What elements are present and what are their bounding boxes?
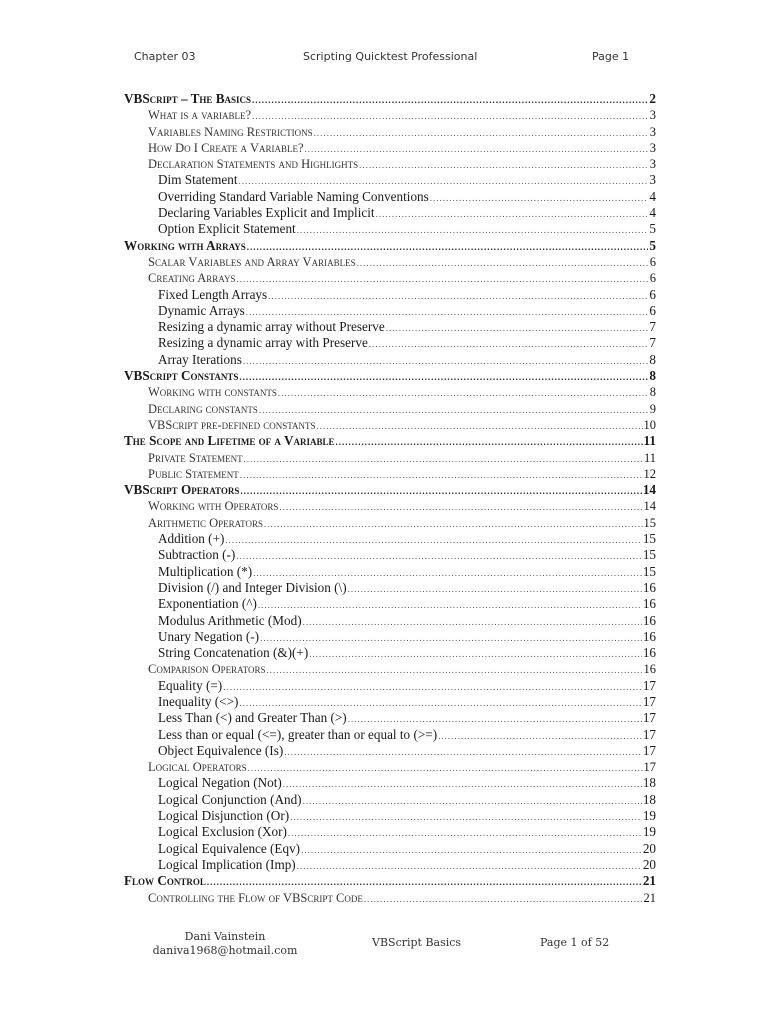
toc-entry[interactable] xyxy=(124,890,656,906)
toc-entry-page: 8 xyxy=(649,385,656,400)
dot-leader xyxy=(238,172,648,188)
toc-entry[interactable] xyxy=(124,482,656,498)
dot-leader xyxy=(369,335,649,351)
toc-entry-page: 10 xyxy=(643,417,656,432)
toc-entry-page: 19 xyxy=(642,824,656,840)
dot-leader xyxy=(223,678,642,694)
toc-entry-title: Working with Arrays xyxy=(124,237,246,253)
dot-leader xyxy=(317,417,643,433)
dot-leader xyxy=(386,319,649,335)
chapter-label: Chapter 03 xyxy=(134,50,196,63)
toc-entry-page: 15 xyxy=(642,547,656,563)
toc-entry[interactable] xyxy=(124,596,656,612)
toc-entry[interactable] xyxy=(124,107,656,123)
toc-entry[interactable] xyxy=(124,547,656,563)
toc-entry[interactable] xyxy=(124,564,656,580)
toc-entry-title: Public Statement xyxy=(148,466,239,481)
dot-leader xyxy=(225,531,641,547)
toc-entry[interactable] xyxy=(124,661,656,677)
footer-document-title: VBScript Basics xyxy=(372,936,462,949)
toc-entry-page: 14 xyxy=(643,499,656,514)
toc-entry-title: Object Equivalence (Is) xyxy=(158,742,284,758)
toc-entry-title: Exponentiation (^) xyxy=(158,596,257,612)
footer-page-count: Page 1 of 52 xyxy=(540,936,610,949)
toc-entry[interactable] xyxy=(124,792,656,808)
toc-entry-title: Fixed Length Arrays xyxy=(158,286,268,302)
toc-entry[interactable] xyxy=(124,743,656,759)
dot-leader xyxy=(243,352,649,368)
toc-entry-page: 21 xyxy=(643,890,656,905)
dot-leader xyxy=(305,140,649,156)
toc-entry-page: 9 xyxy=(649,401,656,416)
toc-entry[interactable] xyxy=(124,172,656,188)
dot-leader xyxy=(359,156,649,172)
dot-leader xyxy=(239,694,641,710)
toc-entry-title: Less Than (<) and Greater Than (>) xyxy=(158,710,347,726)
dot-leader xyxy=(264,515,642,531)
toc-entry-title: Controlling the Flow of VBScript Code xyxy=(148,890,363,905)
toc-entry[interactable] xyxy=(124,205,656,221)
toc-entry-page: 15 xyxy=(642,531,656,547)
toc-entry-title: Inequality (<>) xyxy=(158,693,239,709)
toc-entry-page: 17 xyxy=(642,677,656,693)
table-of-contents xyxy=(124,91,656,906)
toc-entry-title: Dynamic Arrays xyxy=(158,302,245,318)
toc-entry-title: Unary Negation (-) xyxy=(158,628,260,644)
toc-entry[interactable] xyxy=(124,515,656,531)
toc-entry[interactable] xyxy=(124,417,656,433)
toc-entry[interactable] xyxy=(124,531,656,547)
toc-entry[interactable] xyxy=(124,433,656,449)
toc-entry-title: Multiplication (*) xyxy=(158,563,253,579)
dot-leader xyxy=(438,727,642,743)
toc-entry-page: 6 xyxy=(649,271,656,286)
dot-leader xyxy=(283,775,642,791)
book-title: Scripting Quicktest Professional xyxy=(303,50,478,63)
toc-entry-page: 17 xyxy=(642,742,656,758)
toc-entry[interactable] xyxy=(124,221,656,237)
toc-entry-title: Array Iterations xyxy=(158,351,242,367)
toc-entry[interactable] xyxy=(124,270,656,286)
toc-entry-title: VBScript Operators xyxy=(124,482,240,498)
dot-leader xyxy=(303,792,642,808)
toc-entry[interactable] xyxy=(124,384,656,400)
dot-leader xyxy=(207,873,642,889)
dot-leader xyxy=(268,287,648,303)
toc-entry-title: Arithmetic Operators xyxy=(148,515,264,530)
toc-entry-page: 3 xyxy=(649,140,656,155)
toc-entry-page: 7 xyxy=(649,335,656,351)
toc-entry-page: 16 xyxy=(642,628,656,644)
toc-entry[interactable] xyxy=(124,335,656,351)
toc-entry[interactable] xyxy=(124,710,656,726)
toc-entry-title: The Scope and Lifetime of a Variable xyxy=(124,433,335,449)
toc-entry-title: Overriding Standard Variable Naming Conventions xyxy=(158,188,429,204)
toc-entry-title: Resizing a dynamic array with Preserve xyxy=(158,335,368,351)
toc-entry-page: 3 xyxy=(649,108,656,123)
toc-entry-title: VBScript pre-defined constants xyxy=(148,417,316,432)
toc-entry-title: Logical Negation (Not) xyxy=(158,775,282,791)
toc-entry[interactable] xyxy=(124,498,656,514)
toc-entry-title: Private Statement xyxy=(148,450,243,465)
dot-leader xyxy=(252,107,649,123)
page-footer xyxy=(0,930,768,970)
dot-leader xyxy=(297,857,642,873)
toc-entry-page: 18 xyxy=(642,775,656,791)
toc-entry-page: 5 xyxy=(649,237,656,253)
toc-entry-title: Creating Arrays xyxy=(148,271,236,286)
toc-entry-page: 7 xyxy=(649,319,656,335)
toc-entry[interactable] xyxy=(124,857,656,873)
dot-leader xyxy=(288,824,642,840)
toc-entry[interactable] xyxy=(124,775,656,791)
toc-entry-title: Working with constants xyxy=(148,385,277,400)
toc-entry-page: 14 xyxy=(642,482,656,498)
toc-entry[interactable] xyxy=(124,352,656,368)
toc-entry[interactable] xyxy=(124,254,656,270)
toc-entry-page: 16 xyxy=(642,579,656,595)
dot-leader xyxy=(357,254,649,270)
toc-entry[interactable] xyxy=(124,238,656,254)
toc-entry-page: 16 xyxy=(643,662,656,677)
toc-entry[interactable] xyxy=(124,824,656,840)
dot-leader xyxy=(246,303,649,319)
toc-entry[interactable] xyxy=(124,156,656,172)
toc-entry-page: 17 xyxy=(643,760,656,775)
toc-entry-title: Working with Operators xyxy=(148,499,279,514)
toc-entry-page: 8 xyxy=(649,351,656,367)
toc-entry[interactable] xyxy=(124,189,656,205)
toc-entry-title: Modulus Arithmetic (Mod) xyxy=(158,612,302,628)
toc-entry-page: 17 xyxy=(642,726,656,742)
toc-entry-page: 18 xyxy=(642,791,656,807)
toc-entry-title: VBScript Constants xyxy=(124,368,239,384)
toc-entry-title: How Do I Create a Variable? xyxy=(148,140,304,155)
toc-entry-title: Less than or equal (<=), greater than or equal to (>=) xyxy=(158,726,438,742)
dot-leader xyxy=(430,189,649,205)
toc-entry[interactable] xyxy=(124,140,656,156)
toc-entry[interactable] xyxy=(124,808,656,824)
toc-entry-title: Declaration Statements and Highlights xyxy=(148,157,359,172)
toc-entry-title: Addition (+) xyxy=(158,531,225,547)
toc-entry-page: 6 xyxy=(649,254,656,269)
dot-leader xyxy=(309,645,642,661)
dot-leader xyxy=(278,384,649,400)
toc-entry[interactable] xyxy=(124,124,656,140)
toc-entry-page: 11 xyxy=(643,450,656,465)
dot-leader xyxy=(240,466,643,482)
toc-entry[interactable] xyxy=(124,678,656,694)
toc-entry-page: 15 xyxy=(643,515,656,530)
toc-entry[interactable] xyxy=(124,319,656,335)
toc-entry-page: 12 xyxy=(643,466,656,481)
dot-leader xyxy=(239,368,648,384)
toc-entry-page: 3 xyxy=(649,172,656,188)
dot-leader xyxy=(314,124,649,140)
toc-entry[interactable] xyxy=(124,629,656,645)
toc-entry-title: Declaring Variables Explicit and Implicit xyxy=(158,205,375,221)
toc-entry-title: Logical Equivalence (Eqv) xyxy=(158,840,301,856)
dot-leader xyxy=(297,221,649,237)
toc-entry-page: 6 xyxy=(649,286,656,302)
dot-leader xyxy=(279,498,642,514)
toc-entry-title: Logical Disjunction (Or) xyxy=(158,808,290,824)
page-header xyxy=(0,50,768,66)
dot-leader xyxy=(260,629,642,645)
dot-leader xyxy=(236,270,648,286)
toc-entry[interactable] xyxy=(124,303,656,319)
header-page-number: Page 1 xyxy=(592,50,630,63)
toc-entry[interactable] xyxy=(124,450,656,466)
dot-leader xyxy=(236,547,642,563)
toc-entry-page: 4 xyxy=(649,188,656,204)
dot-leader xyxy=(336,433,643,449)
dot-leader xyxy=(267,661,643,677)
dot-leader xyxy=(244,450,643,466)
toc-entry-title: VBScript – The Basics xyxy=(124,91,252,106)
toc-entry-title: What is a variable? xyxy=(148,108,252,123)
toc-entry-title: Division (/) and Integer Division (\) xyxy=(158,579,347,595)
toc-entry-page: 15 xyxy=(642,563,656,579)
dot-leader xyxy=(290,808,642,824)
toc-entry-title: Logical Operators xyxy=(148,760,247,775)
toc-entry[interactable] xyxy=(124,694,656,710)
toc-entry[interactable] xyxy=(124,613,656,629)
toc-entry-page: 6 xyxy=(649,302,656,318)
toc-entry[interactable] xyxy=(124,841,656,857)
toc-entry-title: String Concatenation (&)(+) xyxy=(158,645,309,661)
dot-leader xyxy=(252,91,648,107)
toc-entry-title: Equality (=) xyxy=(158,677,223,693)
toc-entry[interactable] xyxy=(124,401,656,417)
toc-entry-page: 20 xyxy=(642,856,656,872)
dot-leader xyxy=(284,743,642,759)
toc-entry-page: 11 xyxy=(643,433,656,449)
toc-entry-page: 20 xyxy=(642,840,656,856)
toc-entry[interactable] xyxy=(124,368,656,384)
toc-entry-title: Subtraction (-) xyxy=(158,547,236,563)
toc-entry-title: Option Explicit Statement xyxy=(158,221,296,237)
toc-entry-page: 21 xyxy=(642,873,656,889)
footer-author-block xyxy=(145,930,305,958)
toc-entry[interactable] xyxy=(124,759,656,775)
toc-entry-title: Logical Exclusion (Xor) xyxy=(158,824,287,840)
toc-entry-title: Variables Naming Restrictions xyxy=(148,124,313,139)
toc-entry-title: Scalar Variables and Array Variables xyxy=(148,254,356,269)
toc-entry[interactable] xyxy=(124,873,656,889)
toc-entry-title: Logical Conjunction (And) xyxy=(158,791,302,807)
toc-entry-title: Comparison Operators xyxy=(148,662,266,677)
footer-email: daniva1968@hotmail.com xyxy=(152,944,298,957)
dot-leader xyxy=(376,205,649,221)
toc-entry-page: 16 xyxy=(642,612,656,628)
toc-entry[interactable] xyxy=(124,580,656,596)
toc-entry-page: 16 xyxy=(642,645,656,661)
dot-leader xyxy=(253,564,642,580)
toc-entry[interactable] xyxy=(124,645,656,661)
toc-entry-page: 4 xyxy=(649,205,656,221)
dot-leader xyxy=(301,841,642,857)
toc-entry-page: 3 xyxy=(649,157,656,172)
toc-entry-title: Flow Control xyxy=(124,873,206,889)
toc-entry[interactable] xyxy=(124,466,656,482)
toc-entry-page: 2 xyxy=(649,91,656,106)
dot-leader xyxy=(258,596,642,612)
dot-leader xyxy=(348,710,642,726)
toc-entry-title: Declaring constants xyxy=(148,401,258,416)
toc-entry-page: 17 xyxy=(642,710,656,726)
toc-entry[interactable] xyxy=(124,727,656,743)
dot-leader xyxy=(303,613,642,629)
toc-entry[interactable] xyxy=(124,287,656,303)
dot-leader xyxy=(247,238,649,254)
toc-entry-page: 8 xyxy=(649,368,656,384)
toc-entry-title: Resizing a dynamic array without Preserve xyxy=(158,319,385,335)
toc-entry-page: 3 xyxy=(649,124,656,139)
toc-entry-page: 19 xyxy=(642,808,656,824)
toc-entry[interactable] xyxy=(124,91,656,107)
dot-leader xyxy=(248,759,643,775)
toc-entry-title: Dim Statement xyxy=(158,172,238,188)
dot-leader xyxy=(364,890,643,906)
dot-leader xyxy=(348,580,642,596)
toc-entry-page: 17 xyxy=(642,693,656,709)
toc-entry-page: 5 xyxy=(649,221,656,237)
dot-leader xyxy=(240,482,641,498)
toc-entry-title: Logical Implication (Imp) xyxy=(158,856,296,872)
dot-leader xyxy=(259,401,649,417)
toc-entry-page: 16 xyxy=(642,596,656,612)
footer-author: Dani Vainstein xyxy=(184,930,266,943)
